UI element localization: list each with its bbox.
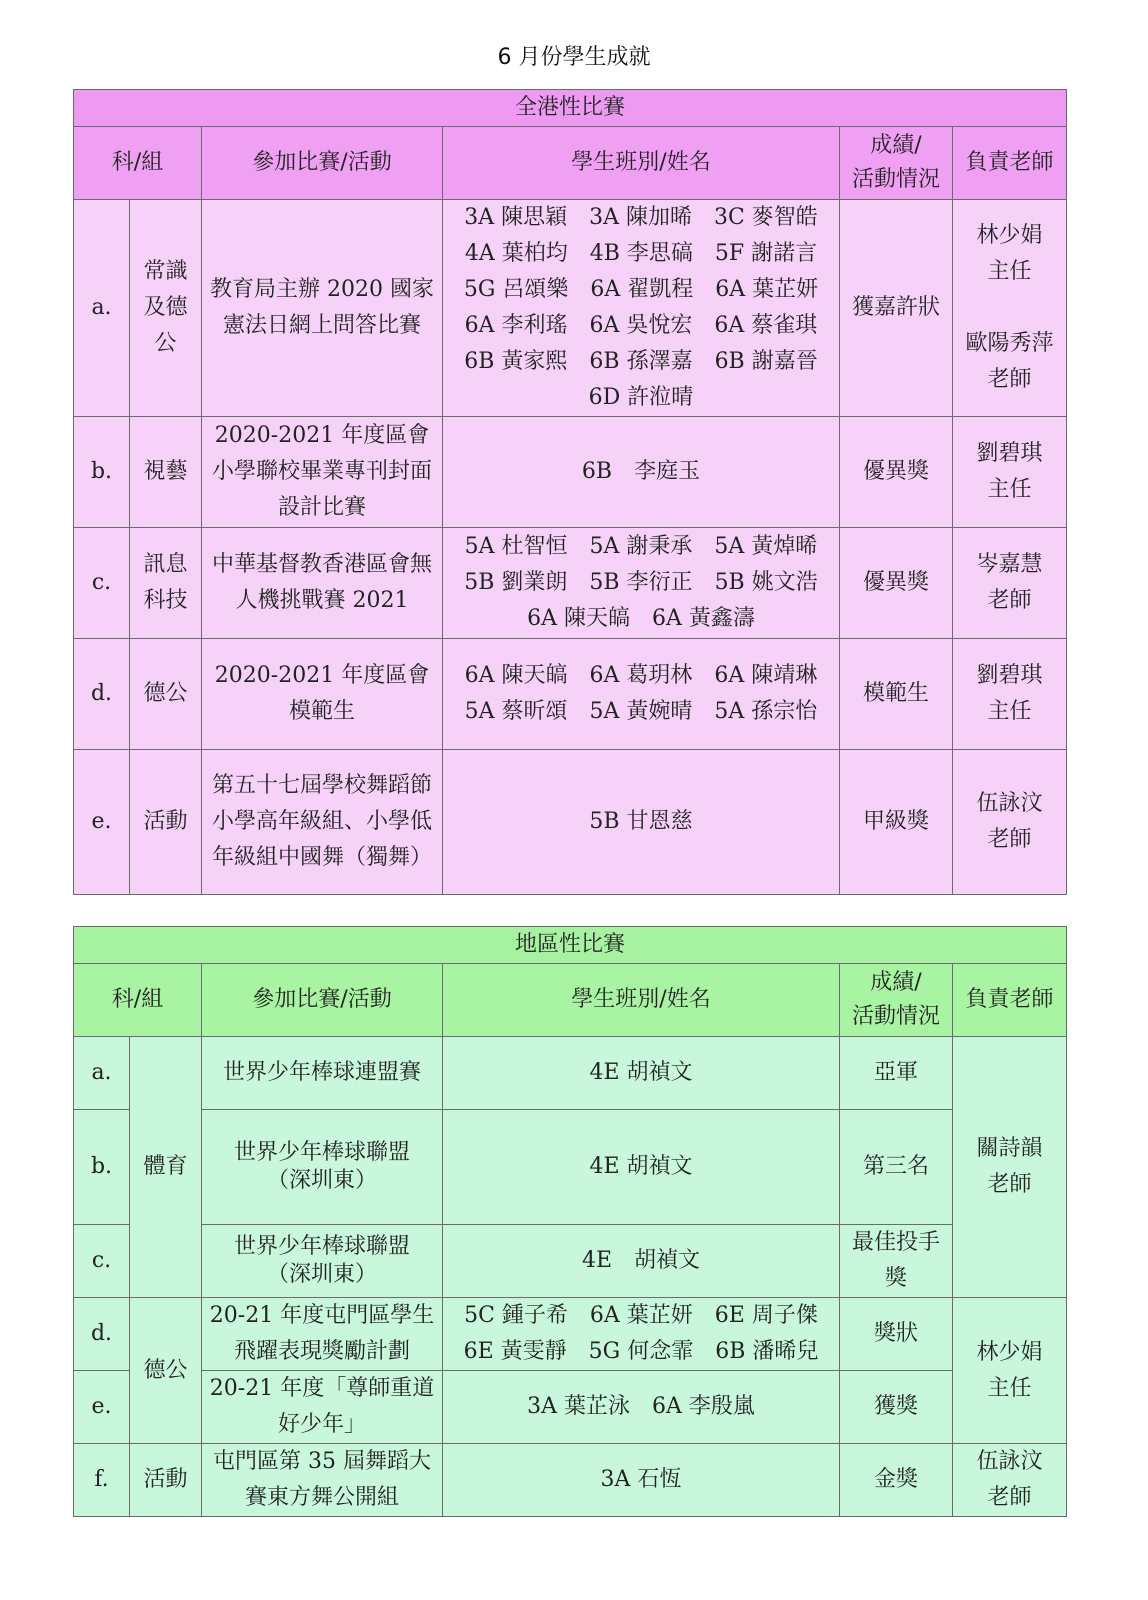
row-competition: 20-21 年度「尊師重道好少年」 (202, 1371, 443, 1444)
row-students: 3A 葉芷泳 6A 李殷嵐 (443, 1371, 840, 1444)
row-index: c. (74, 1225, 130, 1298)
row-result: 甲級獎 (840, 750, 953, 895)
header-competition: 參加比賽/活動 (202, 964, 443, 1037)
header-subject: 科/組 (74, 964, 202, 1037)
row-students: 5C 鍾子希 6A 葉芷妍 6E 周子傑 6E 黃雯靜 5G 何念霏 6B 潘晞兒 (443, 1298, 840, 1371)
row-result: 優異獎 (840, 528, 953, 639)
row-result: 最佳投手 獎 (840, 1225, 953, 1298)
row-teacher-pe: 關詩韻 老師 (953, 1037, 1067, 1298)
row-competition: 世界少年棒球聯盟 （深圳東） (202, 1225, 443, 1298)
header-teacher: 負責老師 (953, 964, 1067, 1037)
row-result: 獲嘉許狀 (840, 200, 953, 417)
row-teacher: 劉碧琪 主任 (953, 639, 1067, 750)
row-subject-moral: 德公 (130, 1298, 202, 1444)
row-students: 6B 李庭玉 (443, 417, 840, 528)
row-teacher: 劉碧琪 主任 (953, 417, 1067, 528)
row-students: 5B 甘恩慈 (443, 750, 840, 895)
row-subject: 訊息 科技 (130, 528, 202, 639)
row-subject-pe: 體育 (130, 1037, 202, 1298)
row-index: b. (74, 417, 130, 528)
row-result: 優異獎 (840, 417, 953, 528)
row-index: d. (74, 1298, 130, 1371)
row-result: 第三名 (840, 1110, 953, 1225)
row-subject: 活動 (130, 750, 202, 895)
table-row (74, 528, 1067, 639)
table-row (74, 750, 1067, 895)
territory-competition-table (73, 89, 1067, 895)
table-row (74, 200, 1067, 417)
row-index: f. (74, 1444, 130, 1517)
row-students: 4E 胡禎文 (443, 1225, 840, 1298)
row-competition: 第五十七屆學校舞蹈節 小學高年級組、小學低年級組中國舞（獨舞） (202, 750, 443, 895)
row-students: 4E 胡禎文 (443, 1037, 840, 1110)
row-teacher-moral: 林少娟 主任 (953, 1298, 1067, 1444)
row-index: d. (74, 639, 130, 750)
table-row (74, 417, 1067, 528)
row-students: 5A 杜智恒 5A 謝秉承 5A 黃焯晞 5B 劉業朗 5B 李衍正 5B 姚文浩 6A 陳天皜 6A 黃鑫濤 (443, 528, 840, 639)
district-competition-table (73, 926, 1067, 1517)
row-competition: 教育局主辦 2020 國家憲法日網上問答比賽 (202, 200, 443, 417)
row-index: a. (74, 200, 130, 417)
row-index: a. (74, 1037, 130, 1110)
row-subject: 常識 及德 公 (130, 200, 202, 417)
header-competition: 參加比賽/活動 (202, 127, 443, 200)
header-students: 學生班別/姓名 (443, 964, 840, 1037)
row-competition: 2020-2021 年度區會模範生 (202, 639, 443, 750)
header-students: 學生班別/姓名 (443, 127, 840, 200)
table-row (74, 1444, 1067, 1517)
table-row (74, 639, 1067, 750)
row-students: 6A 陳天皜 6A 葛玥林 6A 陳靖琳 5A 蔡昕頌 5A 黃婉晴 5A 孫宗怡 (443, 639, 840, 750)
row-index: e. (74, 750, 130, 895)
row-competition: 中華基督教香港區會無人機挑戰賽 2021 (202, 528, 443, 639)
row-competition: 屯門區第 35 屆舞蹈大賽東方舞公開組 (202, 1444, 443, 1517)
row-competition: 20-21 年度屯門區學生飛躍表現獎勵計劃 (202, 1298, 443, 1371)
table-row (74, 1225, 1067, 1298)
table-row (74, 1298, 1067, 1371)
header-result: 成績/ 活動情況 (840, 127, 953, 200)
row-competition: 世界少年棒球聯盟 （深圳東） (202, 1110, 443, 1225)
row-result: 獎狀 (840, 1298, 953, 1371)
row-index: c. (74, 528, 130, 639)
row-teacher: 林少娟 主任 歐陽秀萍 老師 (953, 200, 1067, 417)
row-competition: 2020-2021 年度區會小學聯校畢業專刊封面設計比賽 (202, 417, 443, 528)
row-subject: 視藝 (130, 417, 202, 528)
page-title: 6 月份學生成就 (497, 45, 651, 70)
row-competition: 世界少年棒球連盟賽 (202, 1037, 443, 1110)
row-students: 3A 陳思穎 3A 陳加晞 3C 麥智皓 4A 葉柏均 4B 李思碻 5F 謝諾言 5G 呂頌樂 6A 翟凱程 6A 葉芷妍 6A 李利瑤 6A 吳悅宏 6A 蔡雀琪 6B 黃家熙 6B 孫澤嘉 6B 謝嘉晉 6D 許涖晴 (443, 200, 840, 417)
row-teacher-activity: 伍詠汶 老師 (953, 1444, 1067, 1517)
row-index: b. (74, 1110, 130, 1225)
row-result: 模範生 (840, 639, 953, 750)
row-index: e. (74, 1371, 130, 1444)
row-students: 4E 胡禎文 (443, 1110, 840, 1225)
row-subject-activity: 活動 (130, 1444, 202, 1517)
header-teacher: 負責老師 (953, 127, 1067, 200)
row-result: 獲獎 (840, 1371, 953, 1444)
row-result: 亞軍 (840, 1037, 953, 1110)
row-teacher: 伍詠汶 老師 (953, 750, 1067, 895)
table-row (74, 1037, 1067, 1110)
table-row (74, 1110, 1067, 1225)
header-result: 成績/ 活動情況 (840, 964, 953, 1037)
district-table-title: 地區性比賽 (74, 927, 1067, 964)
table-row (74, 1371, 1067, 1444)
row-subject: 德公 (130, 639, 202, 750)
header-subject: 科/組 (74, 127, 202, 200)
row-students: 3A 石恆 (443, 1444, 840, 1517)
row-result: 金獎 (840, 1444, 953, 1517)
row-teacher: 岑嘉慧 老師 (953, 528, 1067, 639)
territory-table-title: 全港性比賽 (74, 90, 1067, 127)
